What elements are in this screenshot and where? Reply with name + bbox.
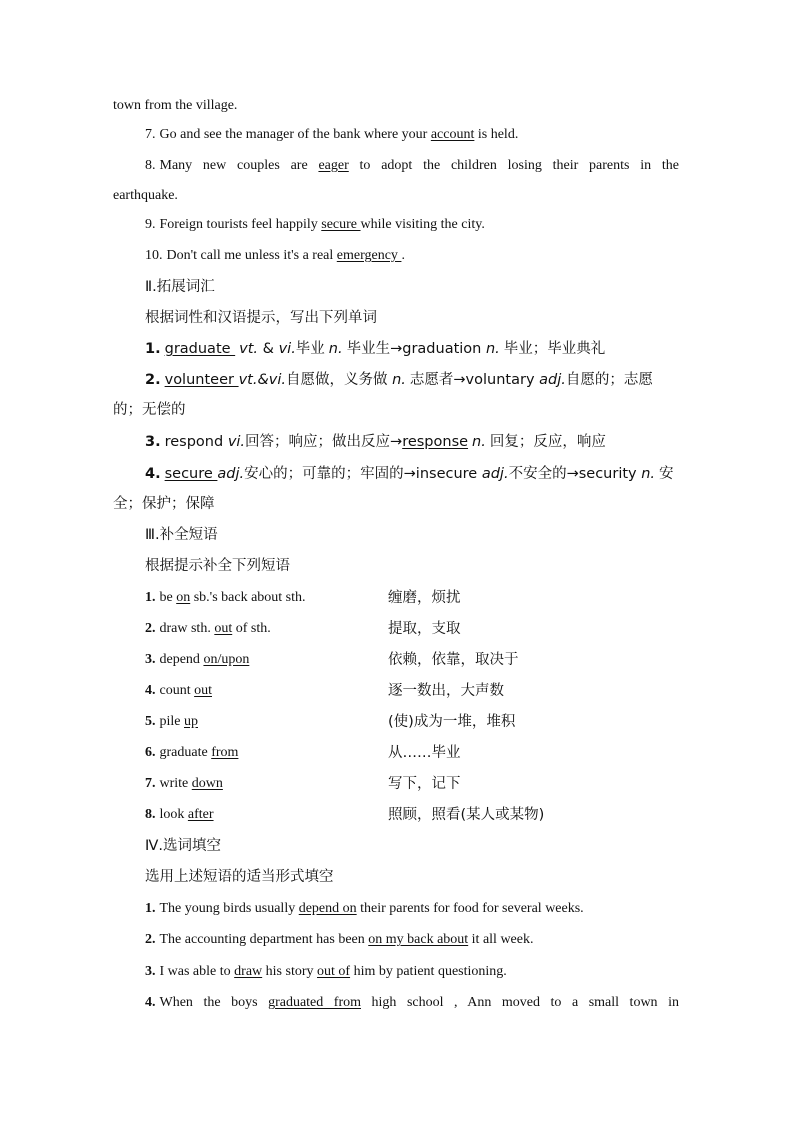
word: respond bbox=[164, 434, 228, 450]
part-of-speech: adj. bbox=[217, 466, 245, 482]
phrase-meaning: 提取，支取 bbox=[388, 621, 461, 637]
answer-blank: response bbox=[402, 434, 469, 450]
answer-blank: on bbox=[176, 590, 191, 605]
sentence-text: . bbox=[401, 248, 405, 263]
answer-blank: up bbox=[184, 714, 198, 729]
phrase-row bbox=[145, 681, 212, 701]
item-number: 1. bbox=[145, 341, 161, 357]
answer-blank: draw bbox=[234, 964, 263, 979]
vocab-item-4 bbox=[145, 464, 679, 484]
phrase-text: of sth. bbox=[232, 621, 271, 636]
answer-blank: out of bbox=[317, 964, 351, 979]
item-number: 3. bbox=[145, 434, 161, 450]
phrase-text: look bbox=[159, 807, 188, 822]
phrase-row bbox=[145, 774, 223, 794]
phrase-meaning: 缠磨，烦扰 bbox=[388, 590, 461, 606]
phrase-text: graduate bbox=[159, 745, 212, 760]
phrase-meaning: 依赖，依靠，取决于 bbox=[388, 652, 519, 668]
phrase-meaning: 逐一数出，大声数 bbox=[388, 683, 504, 699]
answer-blank: graduated from bbox=[268, 995, 361, 1010]
answer-blank: emergency bbox=[336, 248, 402, 263]
answer-blank: graduate bbox=[164, 341, 236, 357]
sentence-text: to adopt the children losing their parents in the bbox=[348, 158, 680, 173]
phrase-text: count bbox=[159, 683, 195, 698]
phrase-meaning: 写下，记下 bbox=[388, 776, 461, 792]
sentence-7 bbox=[145, 125, 679, 145]
fill-sentence-1 bbox=[145, 899, 679, 919]
item-number: 2. bbox=[145, 621, 156, 636]
phrase-row bbox=[145, 650, 249, 670]
sentence-text: his story bbox=[262, 964, 317, 979]
sentence-9 bbox=[145, 215, 679, 235]
answer-blank: depend on bbox=[298, 901, 357, 916]
section-3-title: Ⅲ.补全短语 bbox=[145, 527, 218, 543]
answer-blank: on/upon bbox=[203, 652, 250, 667]
sentence-text: their parents for food for several weeks. bbox=[356, 901, 584, 916]
continuation-line: town from the village. bbox=[113, 98, 238, 113]
answer-blank: secure bbox=[164, 466, 218, 482]
item-number: 8. bbox=[145, 807, 156, 822]
item-number: 4. bbox=[145, 995, 156, 1010]
vocab-item-1 bbox=[145, 339, 679, 359]
meaning: 安心的；可靠的；牢固的→insecure bbox=[244, 466, 482, 482]
item-number: 2. bbox=[145, 372, 161, 388]
fill-sentence-2 bbox=[145, 930, 679, 950]
part-of-speech: vt. bbox=[239, 341, 259, 357]
part-of-speech: n. bbox=[328, 341, 343, 357]
item-number: 9. bbox=[145, 217, 156, 232]
sentence-text: high school , Ann moved to a small town in bbox=[361, 995, 679, 1010]
vocab-item-2-continuation: 的；无偿的 bbox=[113, 402, 186, 418]
answer-blank: out bbox=[214, 621, 233, 636]
fill-sentence-4 bbox=[145, 993, 679, 1013]
sentence-text: while visiting the city. bbox=[360, 217, 485, 232]
item-number: 1. bbox=[145, 590, 156, 605]
answer-blank: after bbox=[187, 807, 214, 822]
section-3-instruction: 根据提示补全下列短语 bbox=[145, 558, 290, 574]
sentence-text: The accounting department has been bbox=[159, 932, 369, 947]
meaning: 回答；响应；做出反应→ bbox=[245, 434, 403, 450]
phrase-text: be bbox=[159, 590, 177, 605]
item-number: 4. bbox=[145, 466, 161, 482]
ampersand: & bbox=[262, 341, 274, 357]
item-number: 8. bbox=[145, 158, 156, 173]
part-of-speech: n. bbox=[472, 434, 486, 450]
sentence-text: Many new couples are bbox=[159, 158, 319, 173]
sentence-text: it all week. bbox=[468, 932, 534, 947]
meaning: 安 bbox=[659, 466, 674, 482]
answer-blank: from bbox=[211, 745, 239, 760]
answer-blank: out bbox=[194, 683, 212, 698]
part-of-speech: adj. bbox=[539, 372, 566, 388]
phrase-row bbox=[145, 805, 214, 825]
vocab-item-4-continuation: 全；保护；保障 bbox=[113, 496, 215, 512]
sentence-text: him by patient questioning. bbox=[350, 964, 507, 979]
item-number: 4. bbox=[145, 683, 156, 698]
item-number: 7. bbox=[145, 127, 156, 142]
answer-blank: on my back about bbox=[368, 932, 469, 947]
phrase-row bbox=[145, 588, 306, 608]
phrase-meaning: 照顾，照看(某人或某物) bbox=[388, 807, 545, 823]
sentence-text: Foreign tourists feel happily bbox=[159, 217, 322, 232]
meaning: 回复；反应，响应 bbox=[489, 434, 606, 450]
section-2-title: Ⅱ.拓展词汇 bbox=[145, 279, 215, 295]
answer-blank: account bbox=[430, 127, 475, 142]
phrase-meaning: 从……毕业 bbox=[388, 745, 461, 761]
phrase-meaning: (使)成为一堆，堆积 bbox=[388, 714, 516, 730]
section-4-title: Ⅳ.选词填空 bbox=[145, 838, 221, 854]
section-4-instruction: 选用上述短语的适当形式填空 bbox=[145, 869, 334, 885]
sentence-8 bbox=[145, 156, 679, 176]
part-of-speech: adj. bbox=[481, 466, 509, 482]
phrase-text: write bbox=[159, 776, 192, 791]
item-number: 5. bbox=[145, 714, 156, 729]
vocab-item-3 bbox=[145, 432, 679, 452]
item-number: 3. bbox=[145, 652, 156, 667]
sentence-8-continuation: earthquake. bbox=[113, 188, 178, 203]
phrase-row bbox=[145, 743, 238, 763]
meaning: 毕业 bbox=[295, 341, 325, 357]
phrase-row bbox=[145, 712, 198, 732]
item-number: 10. bbox=[145, 248, 163, 263]
phrase-text: draw sth. bbox=[159, 621, 215, 636]
part-of-speech: n. bbox=[641, 466, 656, 482]
meaning: 毕业；毕业典礼 bbox=[503, 341, 606, 357]
sentence-text: The young birds usually bbox=[159, 901, 299, 916]
sentence-text: When the boys bbox=[159, 995, 269, 1010]
sentence-text: is held. bbox=[474, 127, 519, 142]
phrase-text: sb.'s back about sth. bbox=[190, 590, 306, 605]
section-2-instruction: 根据词性和汉语提示，写出下列单词 bbox=[145, 310, 377, 326]
part-of-speech: vi. bbox=[278, 341, 296, 357]
fill-sentence-3 bbox=[145, 962, 679, 982]
sentence-10 bbox=[145, 246, 679, 266]
part-of-speech: n. bbox=[485, 341, 500, 357]
meaning: 不安全的→security bbox=[508, 466, 642, 482]
answer-blank: down bbox=[191, 776, 223, 791]
item-number: 2. bbox=[145, 932, 156, 947]
sentence-text: I was able to bbox=[159, 964, 235, 979]
answer-blank: eager bbox=[318, 158, 349, 173]
meaning: 自愿做，义务做 bbox=[285, 372, 393, 388]
meaning: 毕业生→graduation bbox=[346, 341, 486, 357]
item-number: 3. bbox=[145, 964, 156, 979]
item-number: 6. bbox=[145, 745, 156, 760]
part-of-speech: vt.&vi. bbox=[238, 372, 286, 388]
phrase-text: pile bbox=[159, 714, 184, 729]
item-number: 1. bbox=[145, 901, 156, 916]
answer-blank: volunteer bbox=[164, 372, 239, 388]
phrase-row bbox=[145, 619, 271, 639]
item-number: 7. bbox=[145, 776, 156, 791]
answer-blank: secure bbox=[321, 217, 361, 232]
vocab-item-2 bbox=[145, 370, 679, 390]
sentence-text: Don't call me unless it's a real bbox=[166, 248, 337, 263]
part-of-speech: vi. bbox=[227, 434, 246, 450]
meaning: 自愿的；志愿 bbox=[565, 372, 653, 388]
phrase-text: depend bbox=[159, 652, 204, 667]
sentence-text: Go and see the manager of the bank where your bbox=[159, 127, 431, 142]
meaning: 志愿者→voluntary bbox=[409, 372, 540, 388]
part-of-speech: n. bbox=[392, 372, 406, 388]
